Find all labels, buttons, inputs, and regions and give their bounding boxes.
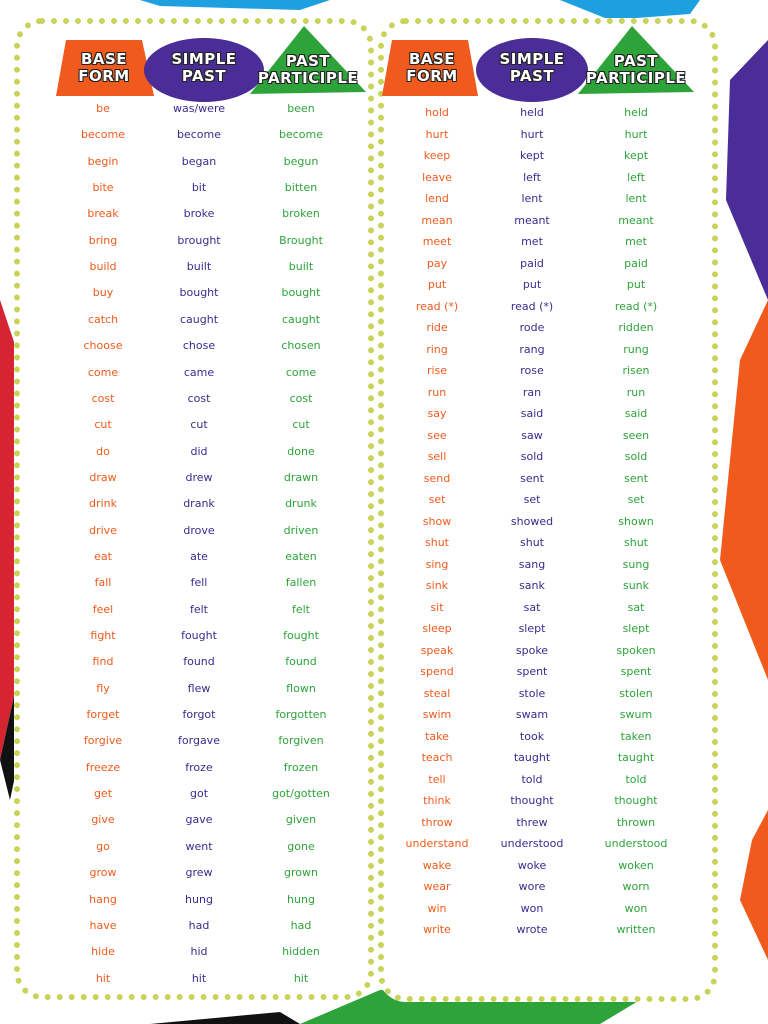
simple-past-cell: showed [510,514,554,528]
past-participle-cell: meant [618,213,654,227]
base-form-cell: break [87,207,119,221]
simple-past-cell: hit [191,971,207,985]
simple-past-cell: hung [185,892,213,906]
simple-past-cell: held [520,106,544,119]
base-form-cell: take [425,729,449,743]
past-participle-cell: Brought [279,233,323,247]
past-participle-cell: forgiven [278,734,324,748]
past-participle-cell: fallen [285,576,317,590]
simple-past-cell: become [176,128,221,142]
base-form-cell: begin [87,154,119,168]
base-form-cell: meet [422,235,452,248]
past-participle-cell: drawn [283,470,319,484]
base-form-cell: write [423,923,451,936]
simple-past-cell: spoke [515,643,549,657]
past-participle-cell: put [626,278,646,291]
simple-past-cell: swam [515,708,549,721]
base-form-cell: shut [425,536,449,549]
base-form-cell: speak [420,643,454,657]
past-participle-cell: found [285,655,317,669]
past-participle-cell: been [287,102,315,115]
simple-past-cell: went [185,839,213,853]
left-verb-table [14,18,374,1000]
base-form-cell: hide [91,945,115,959]
base-form-cell: ride [426,321,448,334]
top-blue-shape [140,0,330,10]
base-form-cell: put [427,278,447,291]
past-participle-cell: risen [622,364,650,377]
base-form-cell: have [89,918,117,932]
bottom-black-shape [150,1012,300,1024]
past-participle-cell: rung [623,342,649,356]
simple-past-cell: chose [182,339,216,353]
simple-past-cell: kept [519,149,545,162]
simple-past-cell: ran [522,385,542,399]
past-participle-cell: got/gotten [272,787,330,801]
base-form-cell: drive [89,523,117,537]
header-base-form: BASE FORM [78,50,130,85]
past-participle-cell: paid [624,256,648,270]
past-participle-cell: held [624,106,648,119]
header-simple-past: SIMPLE PAST [171,50,237,85]
past-participle-cell: spent [620,665,652,678]
simple-past-cell: caught [179,312,219,326]
simple-past-cell: hid [190,945,208,959]
base-form-cell: throw [421,815,453,829]
right-orange-shape-2 [740,810,768,960]
simple-past-cell: rode [519,321,545,334]
base-form-cell: bring [88,233,118,247]
base-form-cell: hurt [425,127,449,141]
base-form-cell: grow [89,866,117,880]
base-form-cell: feel [92,602,114,616]
past-participle-cell: sung [622,557,650,571]
past-participle-cell: frozen [283,760,319,774]
past-participle-cell: come [285,365,317,379]
past-participle-cell: felt [291,602,310,616]
past-participle-cell: bitten [284,181,318,195]
simple-past-cell: understood [500,837,564,850]
simple-past-cell: threw [516,815,548,829]
base-form-cell: understand [405,837,469,850]
base-form-cell: sell [427,450,447,463]
simple-past-cell: sat [523,600,541,614]
simple-past-cell: said [520,407,544,420]
past-participle-cell: taken [620,729,652,743]
base-form-cell: sink [425,579,449,592]
base-form-cell: forgive [83,734,123,748]
simple-past-cell: cost [187,391,211,405]
past-participle-cell: forgotten [275,708,327,722]
past-participle-cell: hidden [282,945,320,959]
header-simple-past: SIMPLE PAST [499,50,565,85]
base-form-cell: tell [428,772,446,786]
base-form-cell: hold [425,106,449,119]
past-participle-cell: eaten [285,549,317,563]
past-participle-cell: begun [283,154,319,168]
simple-past-cell: broke [183,207,215,221]
past-participle-cell: stolen [619,686,653,700]
simple-past-cell: began [181,154,217,168]
past-participle-cell: met [625,235,647,248]
past-participle-cell: sent [624,471,648,485]
base-form-cell: sleep [422,622,452,635]
base-form-cell: eat [94,549,112,563]
base-form-cell: fly [96,681,110,695]
past-participle-cell: run [626,385,646,399]
past-participle-cell: drunk [285,497,317,511]
past-participle-cell: sold [624,450,648,463]
past-participle-cell: left [627,170,645,184]
past-participle-cell: slept [622,622,650,635]
past-participle-cell: driven [283,523,319,537]
simple-past-cell: got [189,787,209,801]
past-participle-cell: ridden [618,321,654,334]
past-participle-cell: said [624,407,648,420]
past-participle-cell: shut [624,536,648,549]
simple-past-cell: drew [185,470,213,484]
base-form-cell: pay [426,256,448,270]
past-participle-cell: shown [618,514,654,528]
base-form-cell: win [427,901,447,915]
past-participle-cell: lent [625,192,647,205]
simple-past-cell: taught [513,751,551,764]
simple-past-cell: grew [185,866,213,880]
base-form-cell: run [427,385,447,399]
top-right-blue-shape [560,0,700,20]
past-participle-cell: spoken [616,643,656,657]
past-participle-cell: sat [627,600,645,614]
simple-past-cell: felt [189,602,208,616]
base-form-cell: build [89,260,117,274]
past-participle-cell: flown [286,681,316,695]
simple-past-cell: froze [185,760,213,774]
simple-past-cell: was/were [173,102,225,115]
header-base-form: BASE FORM [406,50,458,85]
base-form-cell: spend [420,665,454,678]
past-participle-cell: thrown [616,815,656,829]
simple-past-cell: set [523,493,541,506]
past-participle-cell: chosen [281,339,321,353]
base-form-cell: sit [430,600,444,614]
base-form-cell: go [96,839,110,853]
right-purple-shape [726,40,768,300]
past-participle-cell: thought [614,794,658,807]
simple-past-cell: thought [510,794,554,807]
base-form-cell: mean [421,213,453,227]
past-participle-cell: read (*) [614,299,658,313]
simple-past-cell: hurt [520,127,544,141]
past-participle-cell: hit [293,971,309,985]
simple-past-cell: drank [183,497,215,511]
past-participle-cell: written [616,923,656,936]
simple-past-cell: wore [518,880,546,893]
base-form-cell: fight [90,629,116,642]
base-form-cell: draw [89,470,117,484]
simple-past-cell: read (*) [510,299,554,313]
simple-past-cell: had [188,918,210,932]
past-participle-cell: hurt [624,127,648,141]
simple-past-cell: gave [185,813,213,827]
right-orange-shape [720,300,768,680]
past-participle-cell: seen [622,428,650,442]
past-participle-cell: swum [619,708,653,721]
simple-past-cell: sang [518,557,546,571]
simple-past-cell: found [183,655,215,669]
base-form-cell: leave [422,170,452,184]
base-form-cell: get [93,787,113,801]
past-participle-cell: understood [604,837,668,850]
simple-past-cell: stole [518,686,546,700]
base-form-cell: send [423,471,451,485]
simple-past-cell: fought [181,629,217,642]
base-form-cell: see [427,428,447,442]
past-participle-cell: set [627,493,645,506]
base-form-cell: swim [422,708,452,721]
past-participle-cell: kept [623,149,649,162]
simple-past-cell: cut [190,418,208,432]
past-participle-cell: grown [284,866,318,880]
simple-past-cell: brought [177,233,221,247]
past-participle-cell: woken [618,858,654,872]
simple-past-cell: rang [519,342,545,356]
simple-past-cell: bought [179,286,219,300]
simple-past-cell: fell [190,576,208,590]
past-participle-cell: hung [287,892,315,906]
simple-past-cell: left [523,170,541,184]
base-form-cell: cost [91,391,115,405]
simple-past-cell: forgot [182,708,216,722]
base-form-cell: think [423,794,451,807]
past-participle-cell: had [290,918,312,932]
simple-past-cell: rose [520,364,544,377]
simple-past-cell: spent [516,665,548,678]
base-form-cell: set [428,493,446,506]
base-form-cell: teach [421,751,453,764]
base-form-cell: forget [86,708,120,722]
base-form-cell: lend [425,192,449,205]
base-form-cell: bite [92,181,114,195]
base-form-cell: steal [423,686,451,700]
base-form-cell: do [96,444,110,458]
past-participle-cell: won [624,901,648,915]
simple-past-cell: wrote [516,923,548,936]
past-participle-cell: cost [289,391,313,405]
past-participle-cell: caught [281,312,321,326]
base-form-cell: rise [426,364,448,377]
past-participle-cell: taught [617,751,655,764]
base-form-cell: hang [89,892,117,906]
simple-past-cell: sold [520,450,544,463]
base-form-cell: keep [423,149,451,162]
simple-past-cell: built [186,260,212,274]
past-participle-cell: bought [281,286,321,300]
simple-past-cell: met [521,235,543,248]
base-form-cell: be [96,102,110,115]
simple-past-cell: sent [520,471,544,485]
past-participle-cell: built [288,260,314,274]
base-form-cell: fall [94,576,112,590]
base-form-cell: choose [83,339,123,353]
simple-past-cell: did [190,444,208,458]
simple-past-cell: lent [521,192,543,205]
simple-past-cell: shut [520,536,544,549]
header-past-participle: PAST PARTICIPLE [257,52,359,87]
past-participle-cell: become [278,128,323,142]
base-form-cell: give [91,813,115,827]
simple-past-cell: came [183,365,215,379]
base-form-cell: read (*) [415,299,459,313]
simple-past-cell: flew [187,681,211,695]
simple-past-cell: forgave [178,734,220,748]
simple-past-cell: put [522,278,542,291]
base-form-cell: ring [426,342,448,356]
past-participle-cell: cut [292,418,310,432]
base-form-cell: show [422,514,452,528]
simple-past-cell: won [520,901,544,915]
past-participle-cell: fought [283,629,319,642]
base-form-cell: buy [92,286,114,300]
past-participle-cell: broken [282,207,320,221]
past-participle-cell: sunk [622,579,650,592]
base-form-cell: freeze [85,760,121,774]
simple-past-cell: drove [183,523,215,537]
simple-past-cell: paid [520,256,544,270]
past-participle-cell: gone [287,839,315,853]
base-form-cell: find [92,655,114,669]
base-form-cell: hit [95,971,111,985]
simple-past-cell: ate [190,549,208,563]
past-participle-cell: told [625,772,647,786]
simple-past-cell: saw [521,428,543,442]
simple-past-cell: slept [518,622,546,635]
base-form-cell: drink [89,497,117,511]
simple-past-cell: told [521,772,543,786]
dotted-border [378,18,718,1002]
base-form-cell: catch [87,312,119,326]
simple-past-cell: meant [514,213,550,227]
base-form-cell: come [87,365,119,379]
base-form-cell: wear [423,880,451,893]
past-participle-cell: given [285,813,317,827]
base-form-cell: cut [94,418,112,432]
simple-past-cell: sank [519,579,545,592]
simple-past-cell: bit [191,181,207,195]
base-form-cell: say [427,407,447,420]
simple-past-cell: woke [517,858,547,872]
simple-past-cell: took [519,729,545,743]
base-form-cell: sing [425,557,449,571]
past-participle-cell: worn [622,880,650,893]
base-form-cell: wake [422,858,452,872]
header-past-participle: PAST PARTICIPLE [585,52,687,87]
base-form-cell: become [80,128,125,142]
past-participle-cell: done [287,444,315,458]
right-verb-table [378,18,718,1002]
